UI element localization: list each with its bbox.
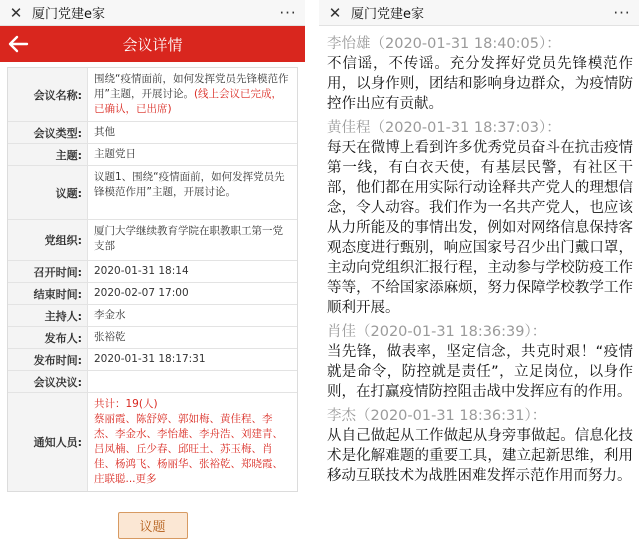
publish-time-value: 2020-01-31 18:17:31 bbox=[94, 353, 206, 365]
meeting-type-value: 其他 bbox=[94, 126, 115, 138]
comment-item bbox=[327, 34, 633, 114]
row-start-time bbox=[8, 261, 297, 283]
comment-author-time: 肖佳（2020-01-31 18:36:39）： bbox=[327, 324, 547, 340]
label-theme: 主题: bbox=[8, 144, 88, 165]
row-party-org bbox=[8, 220, 297, 261]
decision-value bbox=[88, 371, 297, 392]
party-org-value: 厦门大学继续教育学院在职教职工第一党支部 bbox=[94, 225, 283, 252]
back-arrow-icon[interactable] bbox=[0, 26, 36, 62]
more-icon[interactable]: ··· bbox=[613, 3, 631, 22]
notify-count: 共计：19(人) bbox=[94, 398, 158, 410]
agenda-value: 议题1、围绕“疫情面前，如何发挥党员先锋模范作用”主题，开展讨论。 bbox=[94, 171, 285, 198]
label-meeting-type: 会议类型: bbox=[8, 122, 88, 143]
comment-item bbox=[327, 406, 633, 486]
comment-item bbox=[327, 322, 633, 402]
label-start-time: 召开时间: bbox=[8, 261, 88, 282]
meeting-detail-screen bbox=[0, 0, 305, 539]
end-time-value: 2020-02-07 17:00 bbox=[94, 287, 189, 299]
host-value: 李金水 bbox=[94, 309, 126, 321]
comment-author-time: 李杰（2020-01-31 18:36:31）： bbox=[327, 408, 547, 424]
comment-text: 从自己做起从工作做起从身旁事做起。信息化技术是化解难题的重要工具，建立起新思维，利用移动互联技术为战胜困难发挥示范作用而努力。 bbox=[327, 428, 633, 484]
label-decision: 会议决议: bbox=[8, 371, 88, 392]
row-publisher bbox=[8, 327, 297, 349]
row-notify bbox=[8, 393, 297, 491]
label-notify: 通知人员: bbox=[8, 393, 88, 491]
comment-text: 当先锋，做表率，坚定信念，共克时艰！“疫情就是命令，防控就是责任”，立足岗位，以身作则，在打赢疫情防控阻击战中发挥应有的作用。 bbox=[327, 344, 633, 400]
row-theme bbox=[8, 144, 297, 166]
row-meeting-type bbox=[8, 122, 297, 144]
row-meeting-name bbox=[8, 68, 297, 122]
row-decision bbox=[8, 371, 297, 393]
notify-names: 蔡丽霞、陈舒婷、郭如梅、黄佳程、李杰、李金水、李怡雄、李舟浩、刘建青、吕凤楠、丘少春、邱旺土、苏玉梅、肖佳、杨鸿飞、杨丽华、张裕乾、郑晓霞、庄联聪... bbox=[94, 413, 283, 485]
start-time-value: 2020-01-31 18:14 bbox=[94, 265, 189, 277]
comment-author-time: 李怡雄（2020-01-31 18:40:05）： bbox=[327, 36, 561, 52]
label-publish-time: 发布时间: bbox=[8, 349, 88, 370]
label-party-org: 党组织: bbox=[8, 220, 88, 260]
close-icon[interactable]: ✕ bbox=[9, 3, 23, 22]
comment-item bbox=[327, 118, 633, 318]
label-meeting-name: 会议名称: bbox=[8, 68, 88, 121]
comment-text: 每天在微博上看到许多优秀党员奋斗在抗击疫情第一线，有白衣天使，有基层民警，有社区干部，他们都在用实际行动诠释共产党人的理想信念，令人动容。我们作为一名共产党人，也应该从力所能及的事情出发，例如对网络信息保持客观态度进行甄别，响应国家号召少出门戴口罩，主动向党组织汇报行程，主动参与学校防疫工作等等，不给国家添麻烦，努力保障学校教学工作顺利开展。 bbox=[327, 140, 633, 316]
app-title: 厦门党建e家 bbox=[32, 7, 105, 22]
topic-button[interactable]: 议题 bbox=[118, 512, 188, 539]
wechat-title-bar bbox=[319, 0, 639, 26]
meeting-status: (线上会议已完成，已确认，已出席) bbox=[94, 88, 283, 115]
comment-text: 不信谣，不传谣。充分发挥好党员先锋模范作用，以身作则，团结和影响身边群众，为疫情防控作出应有贡献。 bbox=[327, 56, 633, 112]
row-host bbox=[8, 305, 297, 327]
publisher-value: 张裕乾 bbox=[94, 331, 126, 343]
more-icon[interactable]: ··· bbox=[279, 3, 297, 22]
label-agenda: 议题: bbox=[8, 166, 88, 219]
discussion-screen bbox=[319, 0, 639, 539]
page-header bbox=[0, 26, 305, 62]
meeting-name-value: 围绕“疫情面前，如何发挥党员先锋模范作用”主题，开展讨论。 bbox=[94, 73, 289, 100]
app-title: 厦门党建e家 bbox=[351, 7, 424, 22]
row-end-time bbox=[8, 283, 297, 305]
notify-more-link[interactable]: 更多 bbox=[135, 473, 157, 485]
label-end-time: 结束时间: bbox=[8, 283, 88, 304]
wechat-title-bar bbox=[0, 0, 305, 26]
page-title: 会议详情 bbox=[122, 35, 183, 54]
label-host: 主持人: bbox=[8, 305, 88, 326]
row-publish-time bbox=[8, 349, 297, 371]
close-icon[interactable]: ✕ bbox=[328, 3, 342, 22]
comment-list bbox=[319, 26, 639, 486]
comment-author-time: 黄佳程（2020-01-31 18:37:03）： bbox=[327, 120, 561, 136]
theme-value: 主题党日 bbox=[94, 148, 136, 160]
row-agenda bbox=[8, 166, 297, 220]
meeting-detail-table bbox=[7, 67, 298, 492]
panel-divider bbox=[305, 0, 319, 539]
label-publisher: 发布人: bbox=[8, 327, 88, 348]
